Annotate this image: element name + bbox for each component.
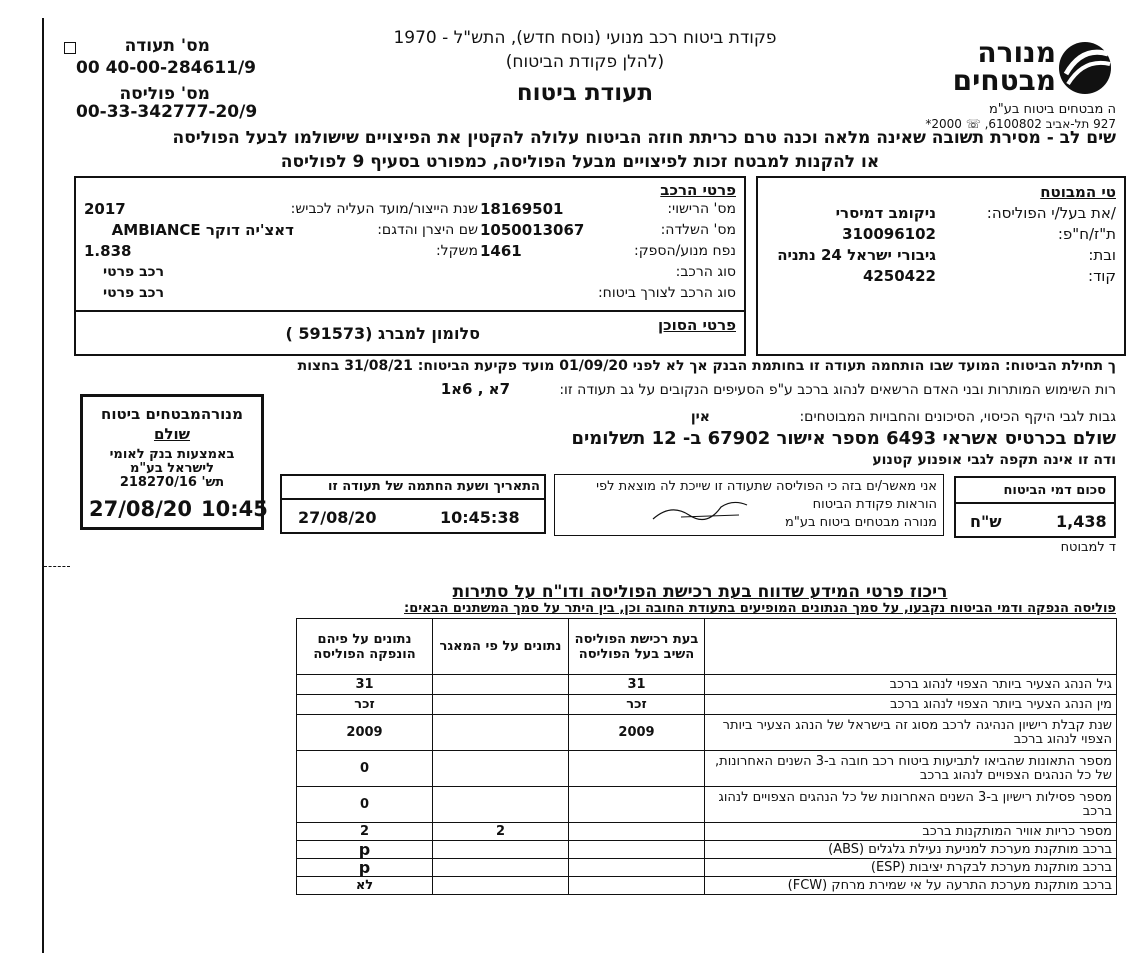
cell-owner [569, 877, 705, 895]
vehicle-license-label: מס' הרישוי: [667, 201, 736, 217]
issue-date: 27/08/20 [298, 508, 377, 527]
cell-issued: p [297, 841, 433, 859]
cell-issued: זכר [297, 695, 433, 715]
table-row [297, 841, 1117, 859]
table-row [297, 877, 1117, 895]
vehicle-weight-value: 1.838 [84, 242, 132, 260]
premium-box-divider [956, 502, 1116, 504]
insured-title: טי המבוטח [1040, 183, 1116, 201]
vehicle-weight-label: משקל: [435, 243, 478, 259]
logo-swirl-icon [1054, 40, 1116, 96]
agent-value: סלומון למברג (591573 ) [285, 324, 480, 343]
cell-owner [569, 859, 705, 877]
table-row [297, 751, 1117, 787]
period-line: ך תחילת הביטוח: המועד שבו הותחמה תעודה זו בחותמת הבנק אך לא לפני 01/09/20 מועד פקיעת הביטוח: 31/08/21 בחצות [297, 358, 1116, 374]
vehicle-model-label: שם היצרן והדגם: [377, 222, 478, 238]
vehicle-license-value: 18169501 [480, 200, 564, 218]
header-issued: נתונים על פיהם הונפקה הפוליסה [297, 619, 433, 675]
vehicle-chassis-value: 1050013067 [480, 221, 585, 239]
cell-db [433, 675, 569, 695]
paid-stamp-bank: לישראל בע"מ [130, 461, 214, 476]
table-row [297, 715, 1117, 751]
cell-issued: 31 [297, 675, 433, 695]
cell-owner [569, 751, 705, 787]
paid-stamp-time: 10:45 [201, 497, 268, 521]
insured-id-value: 310096102 [842, 225, 936, 243]
insured-address-value: גיבורי ישראל 24 נתניה [777, 246, 936, 264]
summary-subtitle: פוליסה הנפקה ודמי הביטוח נקבעו, על סמך הנתונים המופיעים בתעודת החובה וכן, בין היתר על סמך המשתנים הבאים: [404, 601, 1116, 616]
insured-zip-label: קוד: [1088, 267, 1116, 285]
paid-stamp-date: 27/08/20 [89, 497, 193, 521]
cell-label: ברכב מותקנת מערכת לבקרת יציבות (ESP) [705, 859, 1117, 877]
premium-amount: 1,438 [1056, 512, 1107, 531]
warning-line-2: או להקנות למבטח זכות לפיצויים מבעל הפוליסה, כמפורט בסעיף 9 לפוליסה [280, 152, 880, 172]
table-row [297, 675, 1117, 695]
logo-text-line2: מבטחים [952, 64, 1056, 97]
summary-title: ריכוז פרטי המידע שדווח בעת רכישת הפוליסה ודו"ח על סתירות [452, 582, 948, 602]
paid-stamp-via: באמצעות בנק לאומי [109, 447, 235, 462]
cell-label: גיל הנהג הצעיר ביותר הצפוי לנהוג ברכב [705, 675, 1117, 695]
cell-issued: 0 [297, 751, 433, 787]
table-header-row [297, 619, 1117, 675]
logo-address: 927 תל-אביב 6100802, ☏ 2000* [925, 117, 1116, 131]
table-row [297, 823, 1117, 841]
cell-label: מין הנהג הצעיר ביותר הצפוי לנהוג ברכב [705, 695, 1117, 715]
vehicle-engine-value: 1461 [480, 242, 522, 260]
left-margin-rule [42, 18, 44, 953]
table-row [297, 859, 1117, 877]
cell-db [433, 877, 569, 895]
usage-line: רות השימוש המותרות ובני האדם הרשאים לנהוג ברכב ע"פ הסעיפים הנקובים על גב תעודה זו: [559, 382, 1116, 398]
restrictions-line: גבות לגבי היקף הכיסוי, הסיכונים והחבויות המבוטחים: [799, 409, 1116, 425]
cell-issued: לא [297, 877, 433, 895]
signature-text-1: אני מאשר/ים בזה כי הפוליסה שתעודה זו שייכת לה מוצאת לפי [596, 479, 937, 494]
vehicle-title: פרטי הרכב [660, 181, 736, 199]
cell-owner: זכר [569, 695, 705, 715]
vehicle-year-label: שנת הייצור/מועד העליה לכביש: [290, 201, 478, 217]
cell-owner [569, 787, 705, 823]
issue-box-divider [282, 498, 544, 500]
vehicle-year-value: 2017 [84, 200, 126, 218]
paid-stamp-title: מנורהמבטחים ביטוח [101, 405, 243, 423]
issue-datetime-title: התאריך ושעת החתמה של תעודה זו [328, 479, 540, 494]
insured-details-box [756, 176, 1126, 356]
header-owner: בעת רכישת הפוליסה השיב בעל הפוליסה [569, 619, 705, 675]
cell-db [433, 715, 569, 751]
agent-title: פרטי הסוכן [657, 316, 736, 334]
cell-label: שנת קבלת רישיון הנהיגה לרכב מסוג זה בישראל של הנהג הצעיר ביותר הצפוי לנהוג ברכב [705, 715, 1117, 751]
signature-text-2: הוראות פקודת הביטוח [812, 497, 937, 512]
ordinance-title: פקודת ביטוח רכב מנועי (נוסח חדש), התש"ל - 1970 [393, 28, 777, 48]
insured-owner-value: ניקומב דמיסרי [835, 204, 936, 222]
summary-table [296, 618, 1117, 895]
cell-issued: 2009 [297, 715, 433, 751]
cell-db [433, 751, 569, 787]
cell-issued: 0 [297, 787, 433, 823]
issue-time: 10:45:38 [440, 508, 520, 527]
cell-issued: p [297, 859, 433, 877]
header-label [705, 619, 1117, 675]
cell-label: ברכב מותקנת מערכת התרעה על אי שמירת מרחק (FCW) [705, 877, 1117, 895]
cell-db [433, 859, 569, 877]
cell-label: מספר כריות אוויר המותקנות ברכב [705, 823, 1117, 841]
table-row [297, 695, 1117, 715]
paid-stamp [80, 394, 268, 530]
cell-issued: 2 [297, 823, 433, 841]
checkbox[interactable] [64, 42, 76, 54]
validity-note: ודה זו אינה תקפה לגבי אופנוע קטנוע [872, 452, 1116, 468]
warning-line-1: שים לב - מסירת תשובה שאינה מלאה וכנה טרם כריתת חוזה הביטוח עלולה להקטין את הפיצויים שישולמו לבעל הפוליסה [172, 128, 1116, 148]
insured-zip-value: 4250422 [862, 267, 936, 285]
vehicle-insurance-type-value: רכב פרטי [102, 285, 164, 301]
cell-label: מספר פסילות רישיון ב-3 השנים האחרונות של כל הנהגים הצפויים לנהוג ברכב [705, 787, 1117, 823]
vehicle-type-label: סוג הרכב: [675, 264, 736, 280]
header-db: נתונים על פי המאגר [433, 619, 569, 675]
cert-label: מס' תעודה [124, 36, 210, 56]
insured-id-label: ת"ז/ח"פ: [1057, 225, 1116, 243]
cell-owner [569, 823, 705, 841]
insured-owner-label: /את בעל/י הפוליסה: [986, 204, 1116, 222]
logo-text-line1: מנורה [977, 36, 1056, 69]
cell-db [433, 841, 569, 859]
paid-stamp-status: שולם [153, 425, 191, 443]
cell-owner: 2009 [569, 715, 705, 751]
cell-db [433, 695, 569, 715]
usage-codes: 7א , 6א1 [440, 380, 510, 398]
vehicle-insurance-type-label: סוג הרכב לצורך ביטוח: [597, 285, 736, 301]
policy-number: 00-33-342777-20/9 [76, 102, 258, 122]
vehicle-box-divider [74, 310, 746, 312]
issue-datetime-box [280, 474, 546, 534]
table-row [297, 787, 1117, 823]
logo-company-name: ה מבטחים ביטוח בע"מ [988, 102, 1116, 117]
cell-label: מספר התאונות שהביאו לתביעות ביטוח רכב חובה ב-3 השנים האחרונות, של כל הנהגים הצפויים לנהוג ברכב [705, 751, 1117, 787]
cell-db [433, 787, 569, 823]
signature-text-3: מנורה מבטחים ביטוח בע"מ [785, 515, 937, 530]
vehicle-type-value: רכב פרטי [102, 264, 164, 280]
signature-scribble [651, 495, 751, 525]
vehicle-chassis-label: מס' השלדה: [660, 222, 736, 238]
cell-db: 2 [433, 823, 569, 841]
cell-owner: 31 [569, 675, 705, 695]
payment-line: שולם בכרטיס אשראי 6493 מספר אישור 67902 ב- 12 תשלומים [571, 428, 1116, 449]
doc-title: תעודת ביטוח [516, 80, 654, 106]
paid-stamp-ref: תש' 218270/16 [119, 475, 225, 490]
signature-box [554, 474, 944, 536]
cut-mark [44, 566, 70, 567]
premium-currency: ש"ח [970, 512, 1002, 531]
restrictions-value: אין [690, 409, 710, 425]
cell-label: ברכב מותקנת מערכת למניעת נעילת גלגלים (ABS) [705, 841, 1117, 859]
premium-note: ד למבוטח [1060, 540, 1116, 555]
insured-address-label: ובת: [1088, 246, 1116, 264]
premium-title: סכום דמי הביטוח [1003, 483, 1106, 498]
policy-label: מס' פוליסה [119, 84, 210, 104]
vehicle-engine-label: נפח מנוע/הספק: [634, 243, 736, 259]
vehicle-model-value: AMBIANCE דאצ'יה דוקר [111, 221, 294, 239]
cell-owner [569, 841, 705, 859]
cert-number: 00 40-00-284611/9 [76, 58, 257, 78]
premium-box [954, 476, 1116, 538]
ordinance-subtitle: (להלן פקודת הביטוח) [505, 52, 665, 72]
